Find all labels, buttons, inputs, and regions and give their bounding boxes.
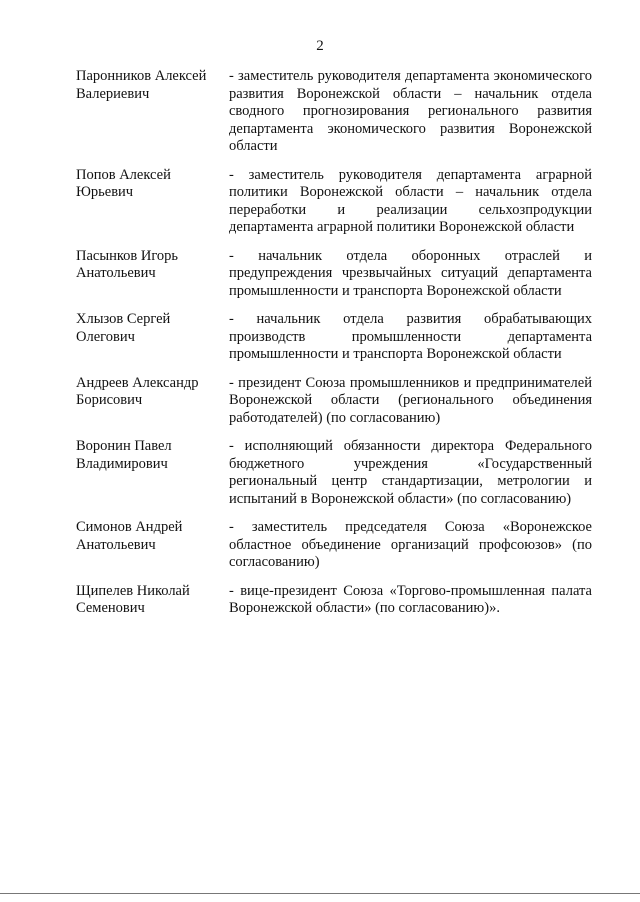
member-entry: [76, 583, 592, 618]
member-name-line: Щипелев Николай: [76, 582, 190, 599]
member-name-line: Семенович: [76, 600, 145, 616]
member-entry: [76, 248, 592, 301]
member-name-line: Владимирович: [76, 455, 168, 472]
member-name: [76, 68, 229, 103]
member-name-line: Андреев Александр: [76, 374, 199, 391]
member-name-line: Борисович: [76, 392, 143, 408]
member-name: [76, 375, 229, 410]
member-name: [76, 311, 229, 346]
member-name-line: Воронин Павел: [76, 438, 172, 454]
member-position: - президент Союза промышленников и предпринимателей Воронежской области (регионального объединения работодателей) (по согласованию): [229, 374, 592, 426]
member-position: - вице-президент Союза «Торгово-промышленная палата Воронежской области» (по согласованию)».: [229, 582, 592, 616]
member-name-line: Попов Алексей: [76, 166, 171, 183]
member-entry: [76, 438, 592, 508]
member-position: - начальник отдела развития обрабатывающих производств промышленности департамента промышленности и транспорта Воронежской области: [229, 311, 592, 362]
member-name-line: Хлызов Сергей: [76, 311, 171, 327]
member-name-line: Симонов Андрей: [76, 519, 183, 535]
member-position: - заместитель руководителя департамента экономического развития Воронежской области – начальник отдела сводного прогнозирования регионального развития департамента экономического развития Воронежской области: [229, 68, 592, 154]
member-name-line: Валериевич: [76, 85, 150, 102]
member-name: [76, 438, 229, 473]
member-name: [76, 583, 229, 618]
member-position: - начальник отдела оборонных отраслей и предупреждения чрезвычайных ситуаций департамента промышленности и транспорта Воронежской области: [229, 247, 592, 299]
member-position: - заместитель руководителя департамента аграрной политики Воронежской области – начальник отдела переработки и реализации сельхозпродукции департамента аграрной политики Воронежской области: [229, 166, 592, 235]
member-name: [76, 248, 229, 283]
member-name-line: Юрьевич: [76, 184, 134, 200]
member-position: - заместитель председателя Союза «Воронежское областное объединение организаций профсоюзов» (по согласованию): [229, 519, 592, 570]
member-entry: [76, 519, 592, 572]
member-entry: [76, 68, 592, 156]
member-name-line: Олегович: [76, 328, 135, 345]
page-bottom-divider: [0, 893, 640, 894]
member-entry: [76, 375, 592, 428]
member-position: - исполняющий обязанности директора Федерального бюджетного учреждения «Государственный региональный центр стандартизации, метрологии и испытаний в Воронежской области» (по согласованию): [229, 438, 592, 507]
member-name: [76, 167, 229, 202]
member-name: [76, 519, 229, 554]
member-name-line: Анатольевич: [76, 265, 156, 281]
member-entry: [76, 167, 592, 237]
member-name-line: Анатольевич: [76, 536, 156, 553]
member-entry: [76, 311, 592, 364]
page-number: 2: [316, 38, 324, 54]
member-name-line: Паронников Алексей: [76, 68, 207, 84]
member-list: [76, 68, 592, 618]
member-name-line: Пасынков Игорь: [76, 247, 179, 264]
